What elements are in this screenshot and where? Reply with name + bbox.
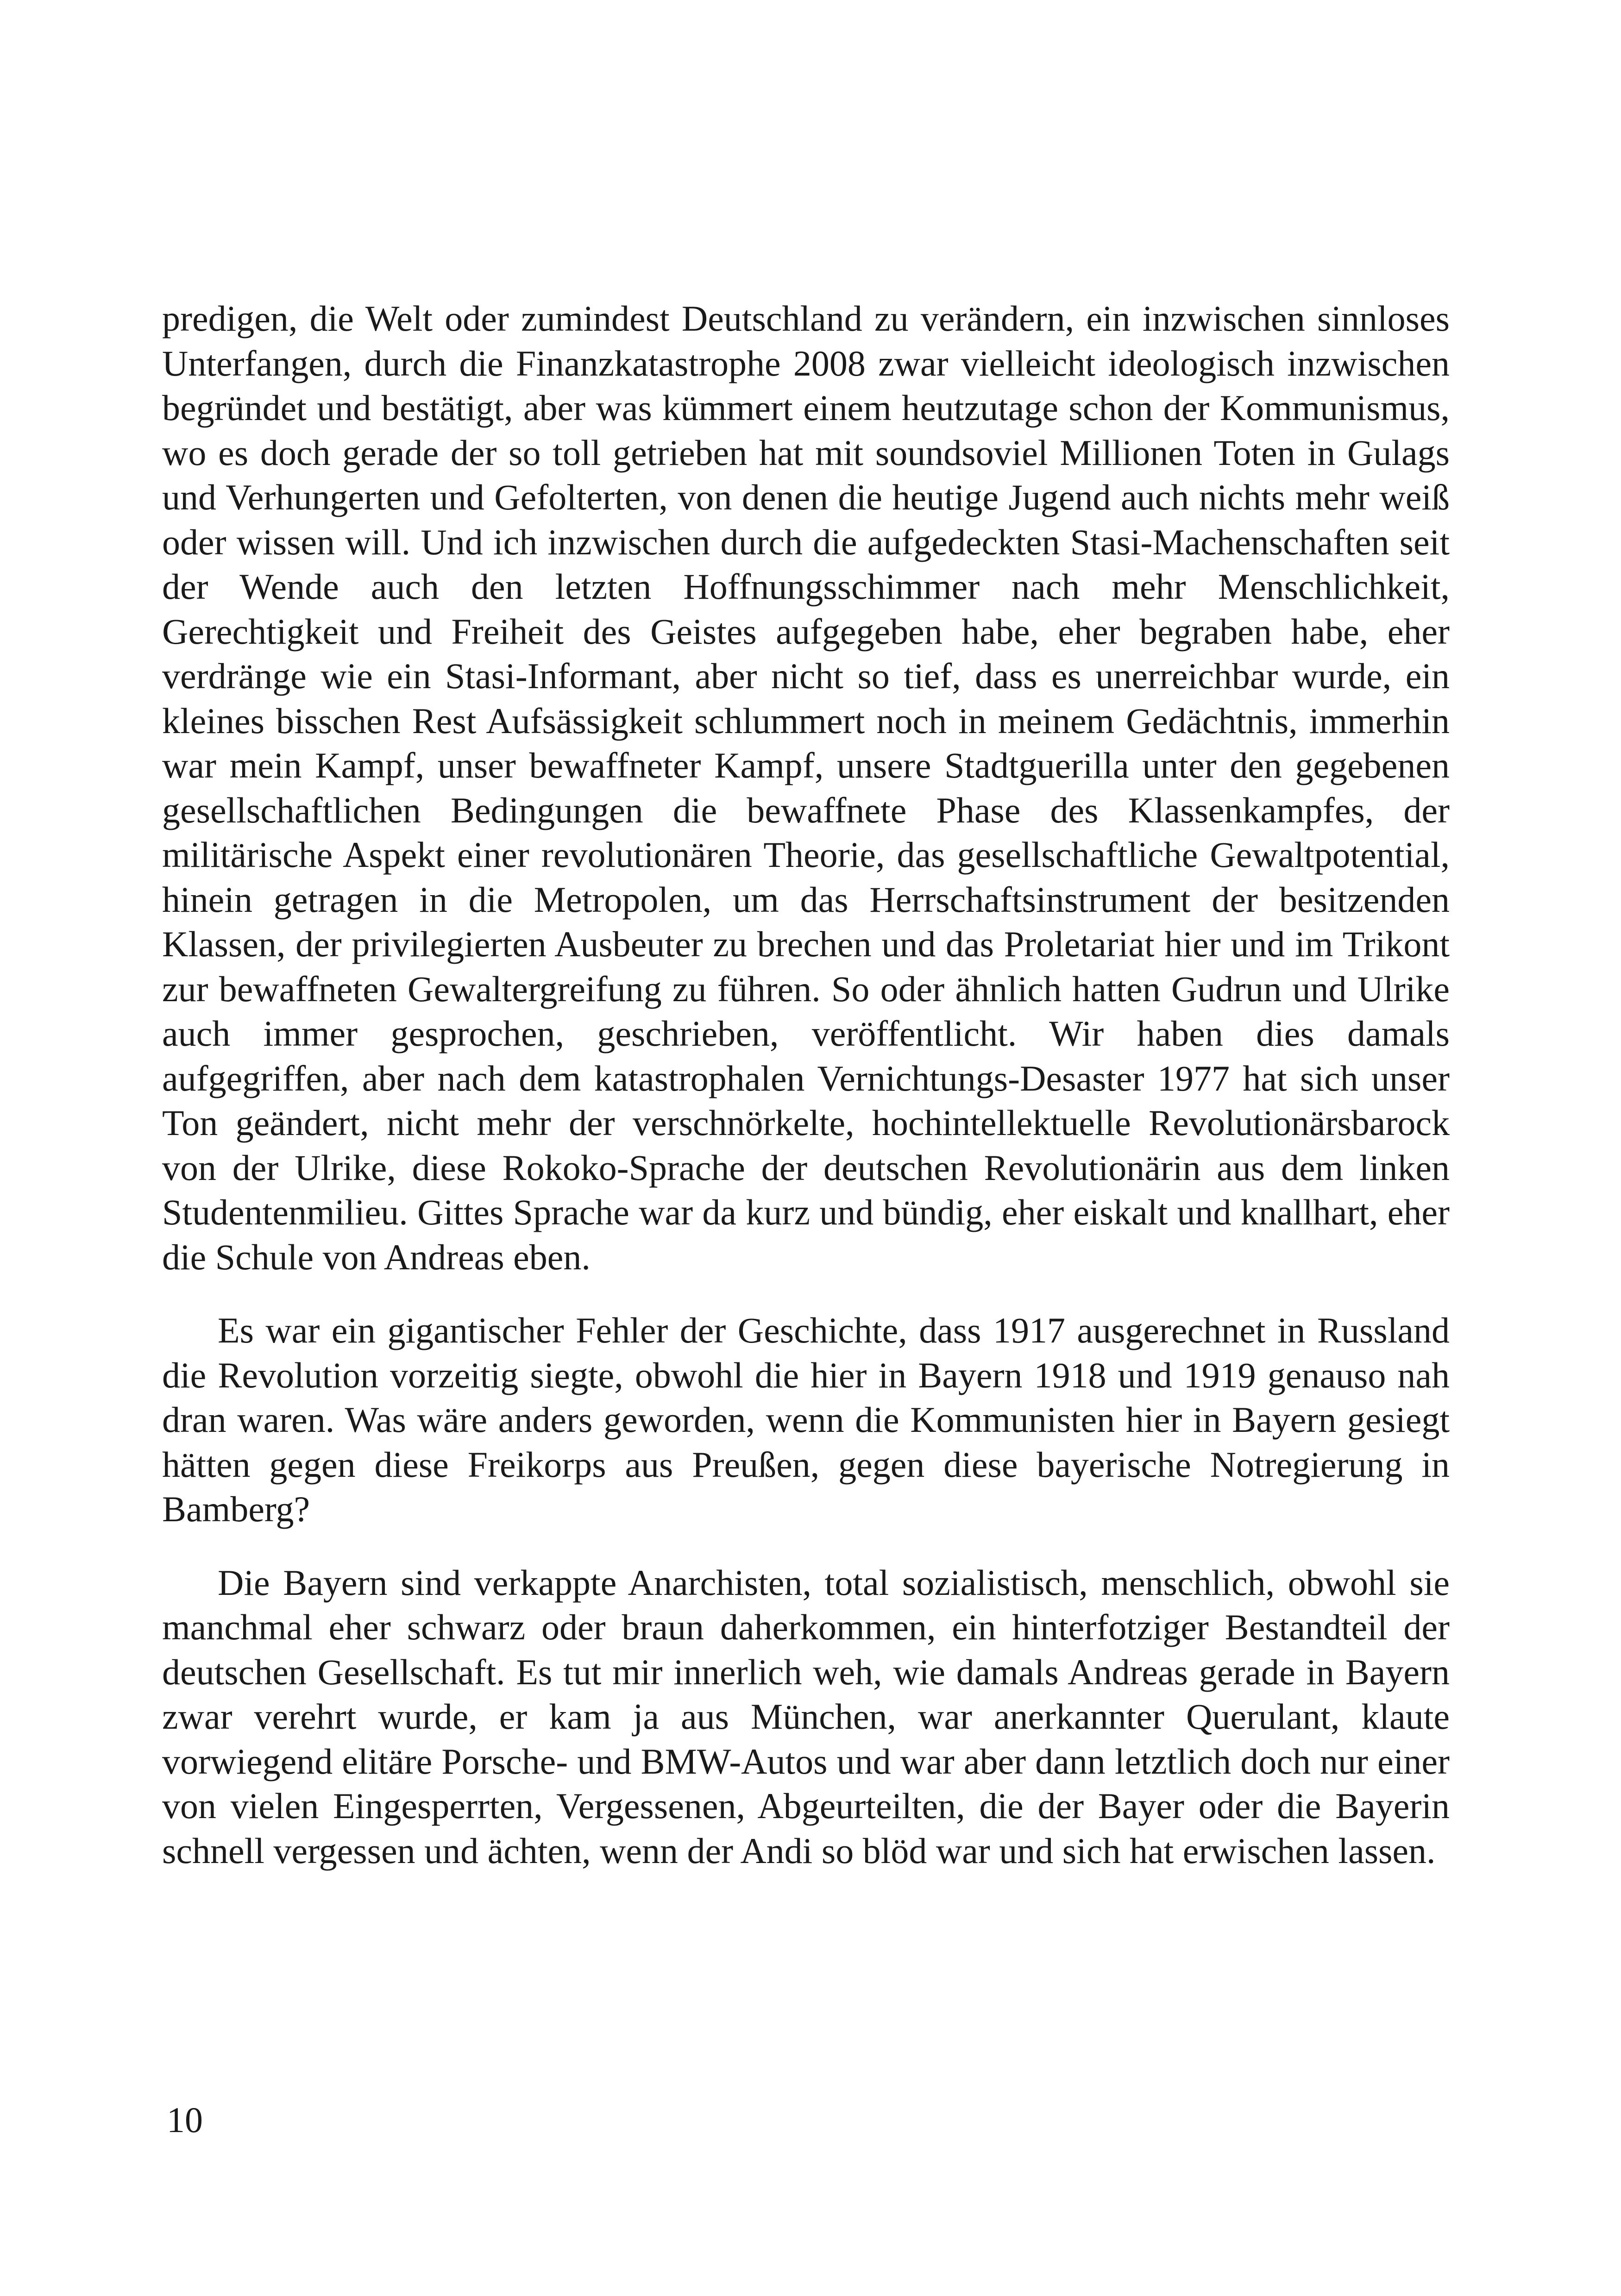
paragraph-1: predigen, die Welt oder zumindest Deutschland zu verändern, ein inzwischen sinnloses Unterfangen, durch die Finanzkatastrophe 2008 zwar vielleicht ideologisch inzwischen begründet und bestätigt, aber was kümmert einem heutzutage schon der Kommunismus, wo es doch gerade der so toll getrieben hat mit soundsoviel Millionen Toten in Gulags und Verhungerten und Gefolterten, von denen die heutige Jugend auch nichts mehr weiß oder wissen will. Und ich inzwischen durch die aufgedeckten Stasi-Machenschaften seit der Wende auch den letzten Hoffnungsschimmer nach mehr Menschlichkeit, Gerechtigkeit und Freiheit des Geistes aufgegeben habe, eher begraben habe, eher verdränge wie ein Stasi-Informant, aber nicht so tief, dass es unerreichbar wurde, ein kleines bisschen Rest Aufsässigkeit schlummert noch in meinem Gedächtnis, immerhin war mein Kampf, unser bewaffneter Kampf, unsere Stadtguerilla unter den gegebenen gesellschaftlichen Bedingungen die bewaffnete Phase des Klassenkampfes, der militärische Aspekt einer revolutionären Theorie, das gesellschaftliche Gewaltpotential, hinein getragen in die Metropolen, um das Herrschaftsinstrument der besitzenden Klassen, der privilegierten Ausbeuter zu brechen und das Proletariat hier und im Trikont zur bewaffneten Gewaltergreifung zu führen. So oder ähnlich hatten Gudrun und Ulrike auch immer gesprochen, geschrieben, veröffentlicht. Wir haben dies damals aufgegriffen, aber nach dem katastrophalen Vernichtungs-Desaster 1977 hat sich unser Ton geändert, nicht mehr der verschnörkelte, hochintellektuelle Revolutionärsbarock von der Ulrike, diese Rokoko-Sprache der deutschen Revolutionärin aus dem linken Studentenmilieu. Gittes Sprache war da kurz und bündig, eher eiskalt und knallhart, eher die Schule von Andreas eben. <box>162 298 1450 1277</box>
page-number: 10 <box>167 2100 203 2140</box>
paragraph-2: Es war ein gigantischer Fehler der Geschichte, dass 1917 ausgerechnet in Russland die Revolution vorzeitig siegte, obwohl die hier in Bayern 1918 und 1919 genauso nah dran waren. Was wäre anders geworden, wenn die Kommunisten hier in Bayern gesiegt hätten gegen diese Freikorps aus Preußen, gegen diese bayerische Notregierung in Bamberg? <box>162 1310 1450 1529</box>
body-text <box>162 296 1450 1873</box>
paragraph-3: Die Bayern sind verkappte Anarchisten, total sozialistisch, menschlich, obwohl sie manchmal eher schwarz oder braun daherkommen, ein hinterfotziger Bestandteil der deutschen Gesellschaft. Es tut mir innerlich weh, wie damals Andreas gerade in Bayern zwar verehrt wurde, er kam ja aus München, war anerkannter Querulant, klaute vorwiegend elitäre Porsche- und BMW-Autos und war aber dann letztlich doch nur einer von vielen Eingesperrten, Vergessenen, Abgeurteilten, die der Bayer oder die Bayerin schnell vergessen und ächten, wenn der Andi so blöd war und sich hat erwischen lassen. <box>162 1562 1450 1871</box>
